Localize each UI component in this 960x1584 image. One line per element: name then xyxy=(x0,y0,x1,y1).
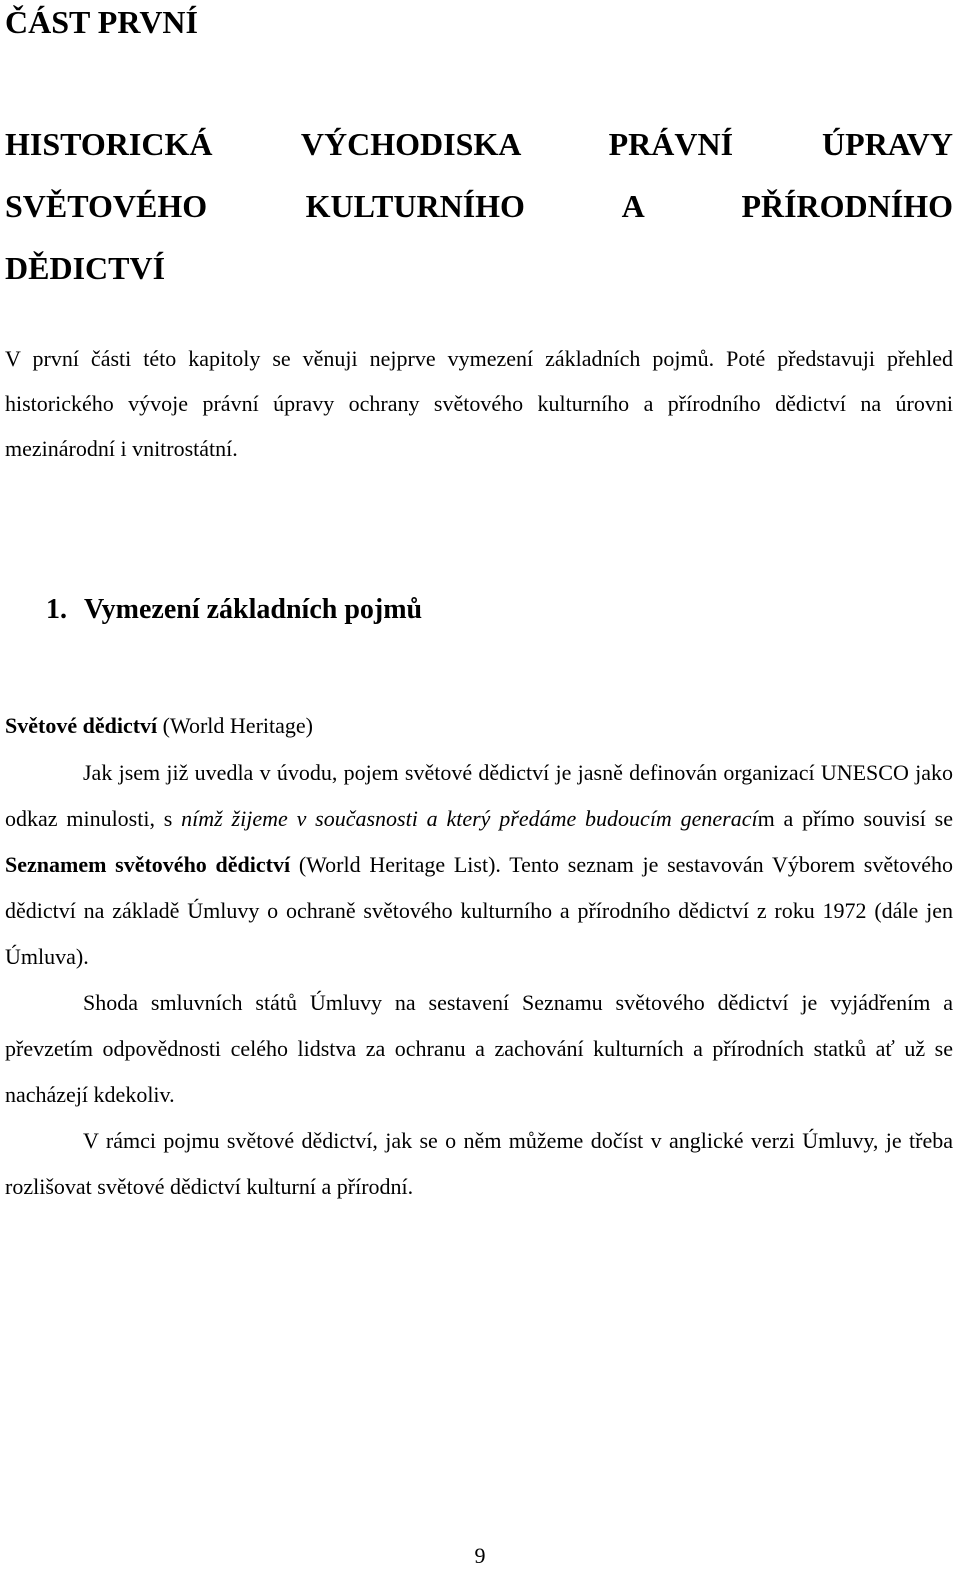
page-number: 9 xyxy=(474,1543,486,1568)
paragraph-1-italic: nímž žijeme v současnosti a který předáme budoucím generací xyxy=(181,806,758,831)
main-title xyxy=(5,113,953,299)
section-title: Vymezení základních pojmů xyxy=(84,594,423,625)
main-title-line-3: DĚDICTVÍ xyxy=(5,250,166,286)
paragraph-1-bold: Seznamem světového dědictví xyxy=(5,852,291,877)
main-title-line-1: HISTORICKÁ VÝCHODISKA PRÁVNÍ ÚPRAVY xyxy=(5,126,953,162)
paragraph-1-part-1: Jak jsem již uvedla v úvodu, pojem světové dědictví je jasně definován organizací UNESCO jako odkaz minulosti, s xyxy=(5,760,953,831)
body-text xyxy=(5,750,953,1210)
paragraph-1-part-2: m a přímo souvisí se xyxy=(757,806,953,831)
section-number: 1. xyxy=(46,594,67,625)
term-heading xyxy=(5,708,313,744)
term-translation: (World Heritage) xyxy=(157,713,313,738)
intro-paragraph: V první části této kapitoly se věnuji nejprve vymezení základních pojmů. Poté představuji přehled historického vývoje právní úpravy ochrany světového kulturního a přírodního dědictví na úrovni mezinárodní i vnitrostátní. xyxy=(5,346,953,461)
term-name: Světové dědictví xyxy=(5,713,158,738)
paragraph-1-part-3: (World Heritage List). Tento seznam je sestavován Výborem světového dědictví na základě Úmluvy o ochraně světového kulturního a přírodního dědictví z roku 1972 (dále jen Úmluva). xyxy=(5,852,953,969)
section-heading xyxy=(46,590,422,630)
main-title-line-2: SVĚTOVÉHO KULTURNÍHO A PŘÍRODNÍHO xyxy=(5,188,953,224)
part-title: ČÁST PRVNÍ xyxy=(5,4,198,40)
paragraph-1 xyxy=(5,750,953,980)
paragraph-3: V rámci pojmu světové dědictví, jak se o něm můžeme dočíst v anglické verzi Úmluvy, je třeba rozlišovat světové dědictví kulturní a přírodní. xyxy=(5,1128,953,1199)
paragraph-2: Shoda smluvních států Úmluvy na sestavení Seznamu světového dědictví je vyjádřením a převzetím odpovědnosti celého lidstva za ochranu a zachování kulturních a přírodních statků ať už se nacházejí kdekoliv. xyxy=(5,990,953,1107)
